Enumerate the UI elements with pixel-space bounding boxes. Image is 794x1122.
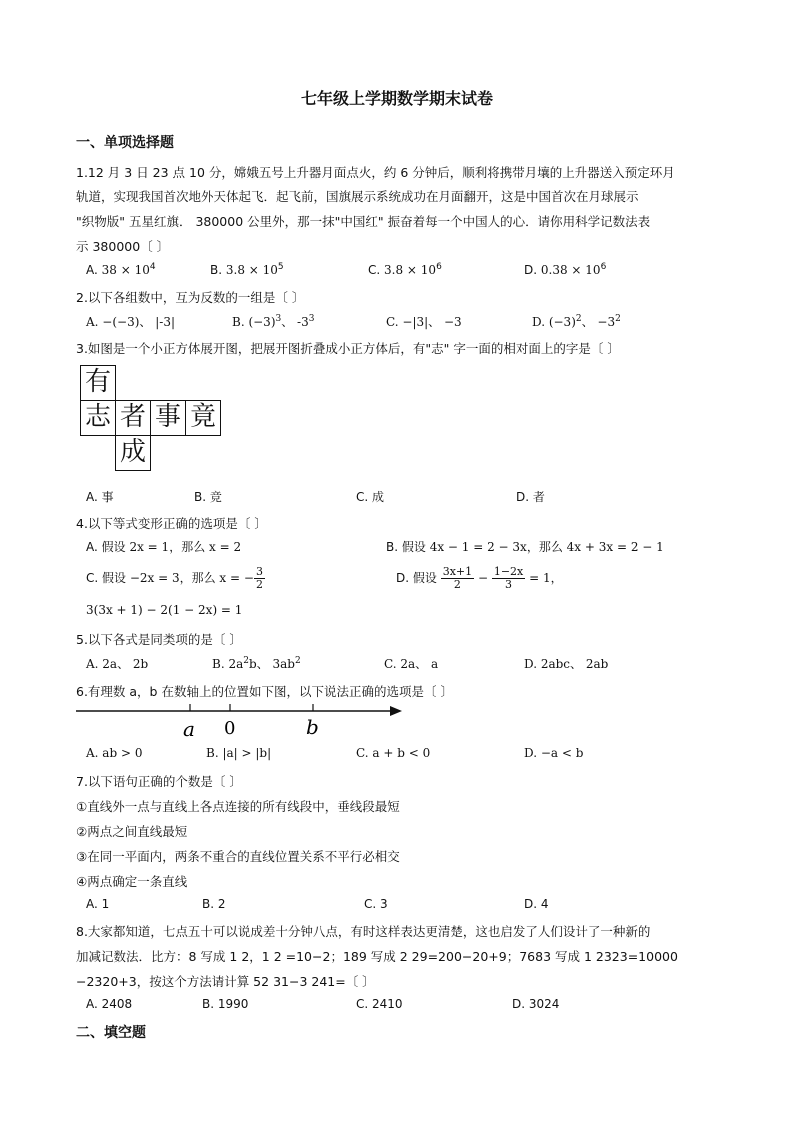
- q6-stem: 6.有理数 a，b 在数轴上的位置如下图，以下说法正确的选项是〔 〕: [76, 684, 453, 699]
- q2-option-a[interactable]: A. −(−3)、 |-3|: [86, 315, 175, 329]
- q8-line-3: −2320+3，按这个方法请计算 52 31−3 241=〔 〕: [76, 974, 375, 989]
- axis-arrow-icon: [390, 706, 402, 716]
- section-heading-fill-blank: 二、填空题: [76, 1025, 146, 1041]
- q3-option-b[interactable]: B. 竞: [194, 490, 222, 504]
- q6-option-d[interactable]: D. −a < b: [524, 746, 584, 760]
- q7-option-a[interactable]: A. 1: [86, 897, 110, 911]
- q1-line-4: 示 380000〔 〕: [76, 239, 170, 254]
- q7-option-c[interactable]: C. 3: [364, 897, 388, 911]
- q7-option-b[interactable]: B. 2: [202, 897, 226, 911]
- q5-option-a[interactable]: A. 2a、 2b: [86, 657, 149, 671]
- net-face-shi: 事: [150, 400, 186, 436]
- q4-option-b[interactable]: B. 假设 4x − 1 = 2 − 3x，那么 4x + 3x = 2 − 1: [386, 540, 664, 554]
- q3-option-d[interactable]: D. 者: [516, 490, 545, 504]
- axis-label-zero: 0: [224, 718, 236, 739]
- fraction: $\frac{1-2x}{3}$: [493, 565, 524, 591]
- q7-statement-3: ③在同一平面内，两条不重合的直线位置关系不平行必相交: [76, 849, 400, 864]
- q3-option-c[interactable]: C. 成: [356, 490, 385, 504]
- net-face-zhe: 者: [115, 400, 151, 436]
- net-face-zhi: 志: [80, 400, 116, 436]
- q1-option-c[interactable]: C. $3.8 \times 10^6$: [368, 262, 442, 277]
- q2-option-d[interactable]: D. $(-3)^2$、 $-3^2$: [532, 314, 621, 329]
- q6-option-b[interactable]: B. |a| > |b|: [206, 746, 272, 760]
- q8-line-2: 加减记数法．比方：8 写成 1 2，1 2 =10−2；189 写成 2 29=200−20+9；7683 写成 1 2323=10000: [76, 949, 678, 964]
- q1-option-a[interactable]: A. $38 \times 10^4$: [86, 262, 156, 277]
- q5-option-c[interactable]: C. 2a、 a: [384, 657, 439, 671]
- page-title: 七年级上学期数学期末试卷: [300, 89, 493, 108]
- q6-option-c[interactable]: C. a + b < 0: [356, 746, 431, 760]
- q8-line-1: 8.大家都知道，七点五十可以说成差十分钟八点，有时这样表达更清楚，这也启发了人们设计了一种新的: [76, 924, 651, 939]
- q5-option-d[interactable]: D. 2abc、 2ab: [524, 657, 609, 671]
- q2-stem: 2.以下各组数中，互为反数的一组是〔 〕: [76, 290, 305, 305]
- q2-option-c[interactable]: C. −|3|、 −3: [386, 315, 462, 329]
- q2-option-b[interactable]: B. $(-3)^3$、 $-3^3$: [232, 314, 315, 329]
- q4-stem: 4.以下等式变形正确的选项是〔 〕: [76, 516, 267, 531]
- q8-option-c[interactable]: C. 2410: [356, 997, 403, 1011]
- q1-line-1: 1.12 月 3 日 23 点 10 分，嫦娥五号上升器月面点火，约 6 分钟后，顺利将携带月壤的上升器送入预定环月: [76, 165, 675, 180]
- axis-label-b: b: [306, 715, 319, 739]
- q8-option-b[interactable]: B. 1990: [202, 997, 249, 1011]
- q3-option-a[interactable]: A. 事: [86, 490, 114, 504]
- axis-label-a: a: [183, 717, 195, 741]
- q5-stem: 5.以下各式是同类项的是〔 〕: [76, 632, 242, 647]
- q7-statement-1: ①直线外一点与直线上各点连接的所有线段中，垂线段最短: [76, 799, 400, 814]
- fraction: $\frac{3}{2}$: [255, 565, 263, 591]
- q6-option-a[interactable]: A. ab > 0: [86, 746, 143, 760]
- section-heading-single-choice: 一、单项选择题: [76, 135, 174, 151]
- q1-line-2: 轨道，实现我国首次地外天体起飞．起飞前，国旗展示系统成功在月面翻开，这是中国首次在月球展示: [76, 189, 639, 204]
- q3-stem: 3.如图是一个小正方体展开图，把展开图折叠成小正方体后，有"志" 字一面的相对面上的字是〔 〕: [76, 341, 620, 356]
- q8-option-d[interactable]: D. 3024: [512, 997, 560, 1011]
- q4-option-d-continuation: 3(3x + 1) − 2(1 − 2x) = 1: [86, 603, 243, 617]
- q4-option-c[interactable]: C. 假设 −2x = 3，那么 x = − $\frac{3}{2}$: [86, 565, 263, 591]
- q7-option-d[interactable]: D. 4: [524, 897, 549, 911]
- q4-option-d[interactable]: D. 假设 $\frac{3x+1}{2}$ − $\frac{1-2x}{3}$ = 1，: [396, 565, 563, 591]
- q7-stem: 7.以下语句正确的个数是〔 〕: [76, 774, 242, 789]
- q1-option-d[interactable]: D. $0.38 \times 10^6$: [524, 262, 607, 277]
- net-face-you: 有: [80, 365, 116, 401]
- q1-line-3: "织物版" 五星红旗． 380000 公里外，那一抹"中国红" 振奋着每一个中国人的心．请你用科学记数法表: [76, 214, 651, 229]
- fraction: $\frac{3x+1}{2}$: [442, 565, 473, 591]
- q1-option-b[interactable]: B. $3.8 \times 10^5$: [210, 262, 284, 277]
- net-face-jing: 竟: [185, 400, 221, 436]
- q4-option-a[interactable]: A. 假设 2x = 1，那么 x = 2: [86, 540, 242, 554]
- net-face-cheng: 成: [115, 435, 151, 471]
- q7-statement-2: ②两点之间直线最短: [76, 824, 188, 839]
- q7-statement-4: ④两点确定一条直线: [76, 874, 188, 889]
- q8-option-a[interactable]: A. 2408: [86, 997, 133, 1011]
- number-line-figure: [76, 698, 406, 744]
- q5-option-b[interactable]: B. $2a^2b$、 $3ab^2$: [212, 656, 301, 671]
